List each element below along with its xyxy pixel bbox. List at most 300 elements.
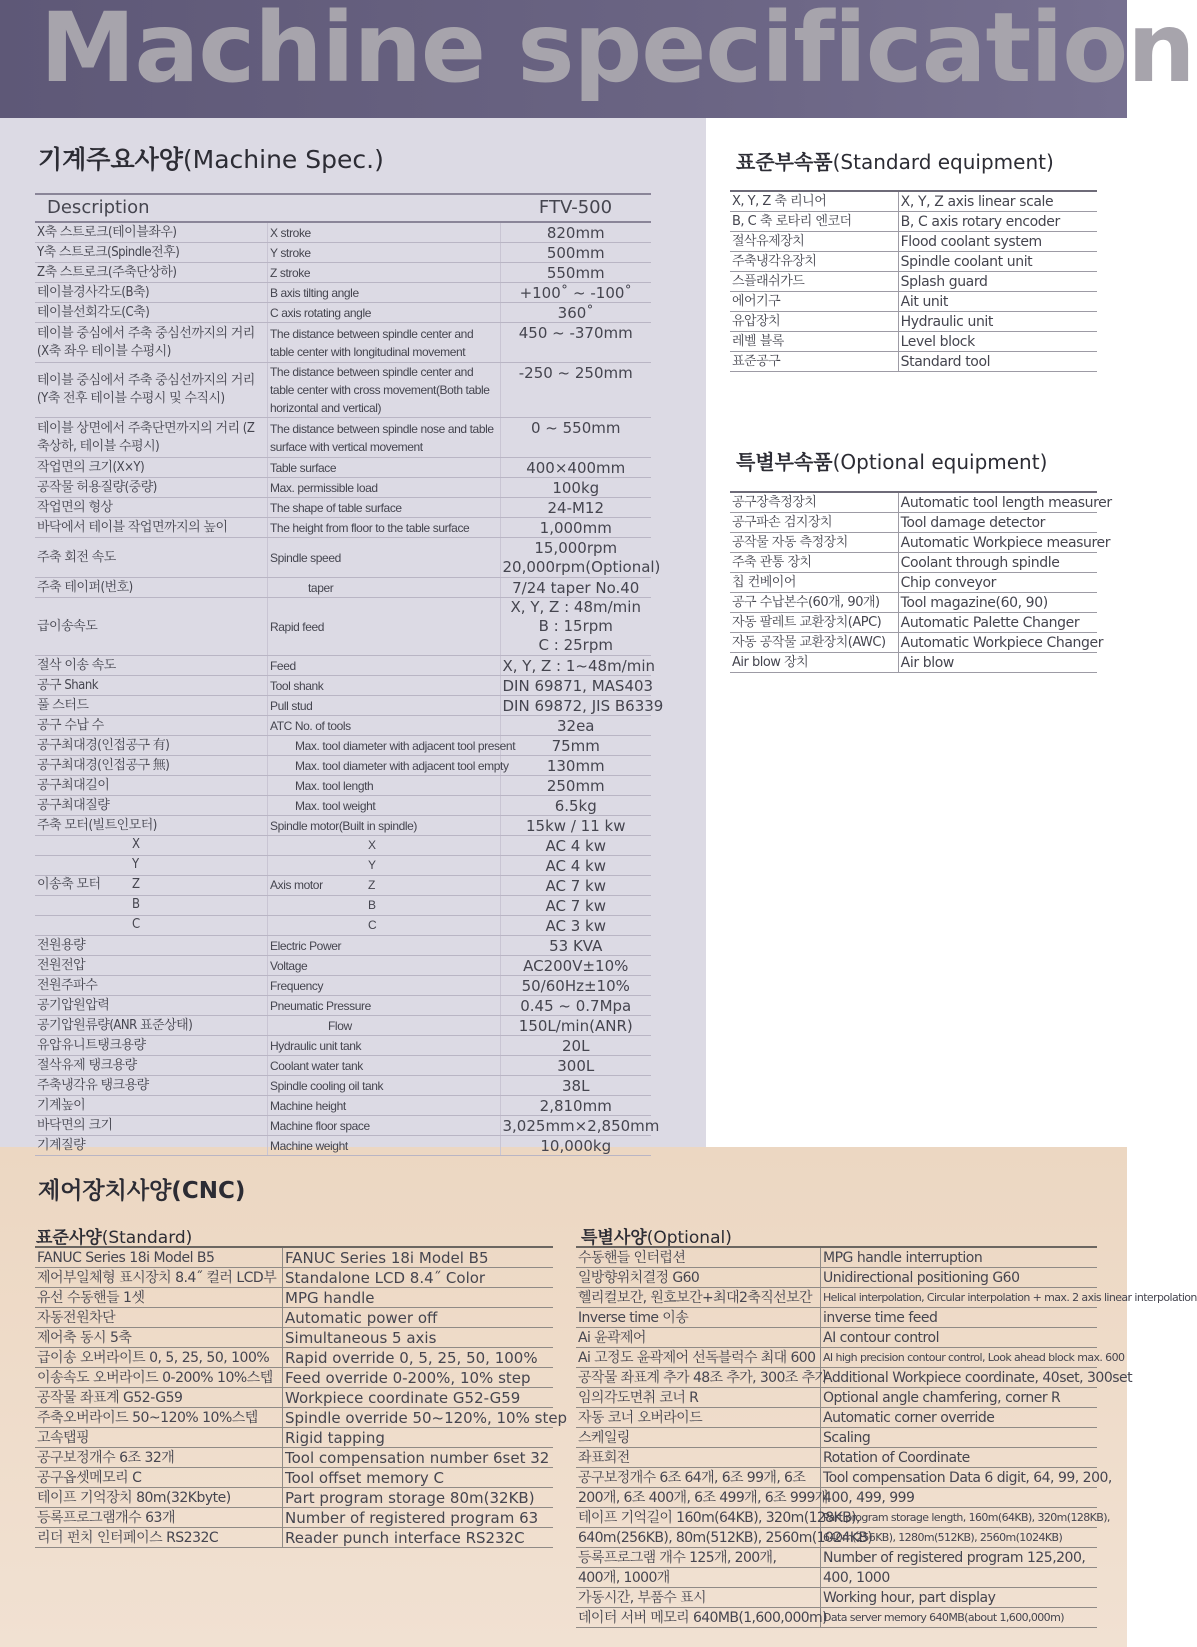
axis-letter: B — [132, 897, 140, 912]
spec-label-en: Flow — [268, 1016, 501, 1036]
model-header: FTV-500 — [500, 194, 651, 222]
spec-label-ko: 테이블 중심에서 주축 중심선까지의 거리 (Y축 전후 테이블 수평시 및 수직시) — [35, 363, 268, 418]
spec-value: 250mm — [500, 776, 651, 796]
cnc-optional-row — [576, 1268, 1097, 1288]
axis-letter: Y — [132, 857, 139, 872]
equipment-label-en: Air blow — [898, 653, 1097, 673]
cnc-label-en: Rigid tapping — [283, 1428, 554, 1448]
spec-label-ko: 전원전압 — [35, 956, 268, 976]
axis-motor-label-ko — [35, 876, 268, 896]
spec-label-ko: 주축 테이퍼(번호) — [35, 578, 268, 598]
spec-value: 0 ~ 550mm — [500, 418, 651, 458]
cnc-optional-title: 특별사양(Optional) — [581, 1228, 732, 1248]
spec-value: 400×400mm — [500, 458, 651, 478]
cnc-label-ko: 자동전원차단 — [35, 1308, 283, 1328]
cnc-title: 제어장치사양(CNC) — [38, 1178, 246, 1204]
equipment-label-en: Level block — [898, 332, 1097, 352]
axis-motor-label-en — [268, 896, 501, 916]
spec-row — [35, 1096, 651, 1116]
cnc-label-en: Working hour, part display — [821, 1588, 1098, 1608]
spec-value: 53 KVA — [500, 936, 651, 956]
cnc-label-ko: 리더 펀치 인터페이스 RS232C — [35, 1528, 283, 1548]
cnc-optional-row — [576, 1588, 1097, 1608]
cnc-label-en: Part program storage 80m(32KB) — [283, 1488, 554, 1508]
spec-row — [35, 1076, 651, 1096]
standard-equipment-row — [730, 212, 1097, 232]
equipment-label-ko: 스플래쉬가드 — [730, 272, 898, 292]
spec-label-ko: 전원용량 — [35, 936, 268, 956]
cnc-label-ko: 수동핸들 인터럽션 — [576, 1247, 821, 1268]
spec-label-en: Voltage — [268, 956, 501, 976]
spec-label-en: The distance between spindle center and table center with longitudinal movement — [268, 323, 501, 363]
spec-label-ko: 급이송속도 — [35, 598, 268, 656]
spec-label-en: Hydraulic unit tank — [268, 1036, 501, 1056]
axis-motor-label-ko — [35, 836, 268, 856]
spec-row — [35, 323, 651, 363]
spec-value: 550mm — [500, 263, 651, 283]
page-title: Machine specification — [40, 0, 1195, 104]
optional-equipment-row — [730, 633, 1097, 653]
standard-equipment-title: 표준부속품(Standard equipment) — [736, 150, 1054, 174]
spec-row — [35, 598, 651, 656]
cnc-label-ko: 테이프 기억장치 80m(32Kbyte) — [35, 1488, 283, 1508]
spec-value: 2,810mm — [500, 1096, 651, 1116]
cnc-label-en: Simultaneous 5 axis — [283, 1328, 554, 1348]
optional-equipment-row — [730, 593, 1097, 613]
standard-equipment-row — [730, 352, 1097, 372]
equipment-label-en: B, C axis rotary encoder — [898, 212, 1097, 232]
cnc-label-ko: 고속탭핑 — [35, 1428, 283, 1448]
spec-value: 100kg — [500, 478, 651, 498]
spec-value: DIN 69871, MAS403 — [500, 676, 651, 696]
cnc-standard-row — [35, 1388, 553, 1408]
spec-row — [35, 418, 651, 458]
axis-motor-label-ko — [35, 916, 268, 936]
spec-label-ko: 공기압원압력 — [35, 996, 268, 1016]
cnc-standard-row — [35, 1328, 553, 1348]
spec-value: 300L — [500, 1056, 651, 1076]
spec-row — [35, 736, 651, 756]
cnc-standard-title: 표준사양(Standard) — [36, 1228, 193, 1248]
spec-row — [35, 478, 651, 498]
cnc-standard-row — [35, 1247, 553, 1268]
cnc-label-en: 400, 1000 — [821, 1568, 1098, 1588]
spec-label-en: The height from floor to the table surface — [268, 518, 501, 538]
cnc-optional-row — [576, 1548, 1097, 1568]
axis-motor-label-en — [268, 916, 501, 936]
cnc-standard-row — [35, 1268, 553, 1288]
cnc-optional-row — [576, 1508, 1097, 1528]
optional-equipment-table — [730, 491, 1112, 673]
spec-label-ko: 공기압원류량(ANR 표준상태) — [35, 1016, 268, 1036]
cnc-label-en: MPG handle — [283, 1288, 554, 1308]
axis-motor-label-en — [268, 856, 501, 876]
equipment-label-en: Splash guard — [898, 272, 1097, 292]
spec-label-ko: 바닥에서 테이블 작업면까지의 높이 — [35, 518, 268, 538]
cnc-label-ko: 자동 코너 오버라이드 — [576, 1408, 821, 1428]
spec-label-en: Z stroke — [268, 263, 501, 283]
cnc-standard-row — [35, 1508, 553, 1528]
spec-label-ko: 공구최대질량 — [35, 796, 268, 816]
spec-row — [35, 498, 651, 518]
equipment-label-ko: 공구장측정장치 — [730, 492, 898, 513]
standard-equipment-row — [730, 191, 1097, 212]
cnc-label-ko: 급이송 오버라이트 0, 5, 25, 50, 100% — [35, 1348, 283, 1368]
spec-label-en: Max. tool diameter with adjacent tool present — [268, 736, 501, 756]
spec-label-ko: 풀 스터드 — [35, 696, 268, 716]
cnc-standard-row — [35, 1488, 553, 1508]
cnc-standard-row — [35, 1368, 553, 1388]
standard-equipment-row — [730, 312, 1097, 332]
spec-label-en: Max. tool diameter with adjacent tool empty — [268, 756, 501, 776]
optional-equipment-row — [730, 533, 1097, 553]
cnc-standard-table — [35, 1246, 568, 1548]
spec-label-en: Coolant water tank — [268, 1056, 501, 1076]
cnc-optional-row — [576, 1328, 1097, 1348]
cnc-label-ko: 일방향위치결정 G60 — [576, 1268, 821, 1288]
spec-row — [35, 816, 651, 836]
spec-row — [35, 716, 651, 736]
spec-label-ko: 전원주파수 — [35, 976, 268, 996]
cnc-label-en: Tool offset memory C — [283, 1468, 554, 1488]
cnc-label-en: Feed override 0-200%, 10% step — [283, 1368, 554, 1388]
optional-equipment-title: 특별부속품(Optional equipment) — [736, 450, 1048, 474]
spec-row — [35, 1056, 651, 1076]
spec-label-en: The distance between spindle center and table center with cross movement(Both table horizontal and vertical) — [268, 363, 501, 418]
equipment-label-ko: Air blow 장치 — [730, 653, 898, 673]
spec-label-en: B axis tilting angle — [268, 283, 501, 303]
cnc-label-ko: 테이프 기억길이 160m(64KB), 320m(128KB), — [578, 1509, 860, 1526]
cnc-standard-row — [35, 1468, 553, 1488]
axis-letter: Z — [368, 878, 375, 892]
cnc-label-en: Rotation of Coordinate — [821, 1448, 1098, 1468]
cnc-label-en: Additional Workpiece coordinate, 40set, 300set — [821, 1368, 1098, 1388]
spec-value: AC 3 kw — [500, 916, 651, 936]
spec-label-ko: 공구최대길이 — [35, 776, 268, 796]
optional-equipment-row — [730, 653, 1097, 673]
spec-value: 150L/min(ANR) — [500, 1016, 651, 1036]
spec-label-en: Spindle motor(Built in spindle) — [268, 816, 501, 836]
cnc-label-ko: 유선 수동핸들 1셋 — [35, 1288, 283, 1308]
spec-row — [35, 756, 651, 776]
equipment-label-ko: 주축 관통 장치 — [730, 553, 898, 573]
cnc-label-en: FANUC Series 18i Model B5 — [283, 1247, 554, 1268]
spec-label-ko: Z축 스트로크(주축단상하) — [35, 263, 268, 283]
spec-value: 500mm — [500, 243, 651, 263]
spec-value: 38L — [500, 1076, 651, 1096]
spec-value: X, Y, Z : 1~48m/min — [500, 656, 651, 676]
axis-letter: X — [368, 838, 376, 852]
equipment-label-en: Automatic Palette Changer — [898, 613, 1097, 633]
cnc-optional-row — [576, 1348, 1097, 1368]
cnc-label-en: Rapid override 0, 5, 25, 50, 100% — [283, 1348, 554, 1368]
spec-row — [35, 1136, 651, 1156]
cnc-label-ko: 등록프로그램 개수 125개, 200개, — [576, 1548, 821, 1568]
spec-label-en: ATC No. of tools — [268, 716, 501, 736]
cnc-optional-row — [576, 1468, 1097, 1488]
standard-equipment-row — [730, 252, 1097, 272]
spec-value: 75mm — [500, 736, 651, 756]
spec-label-en: Y stroke — [268, 243, 501, 263]
rapid-feed-value: X, Y, Z : 48m/min — [510, 598, 641, 616]
spec-value: 3,025mm×2,850mm — [500, 1116, 651, 1136]
spec-row — [35, 656, 651, 676]
spec-row — [35, 916, 651, 936]
cnc-label-en: AI high precision contour control, Look ahead block max. 600 — [821, 1348, 1098, 1368]
cnc-optional-row — [576, 1608, 1097, 1628]
spec-value: AC 7 kw — [500, 896, 651, 916]
spec-row — [35, 578, 651, 598]
cnc-label-ko: 제어축 동시 5축 — [35, 1328, 283, 1348]
spec-row — [35, 876, 651, 896]
axis-letter: B — [368, 898, 376, 912]
cnc-label-ko: 공구옵셋메모리 C — [35, 1468, 283, 1488]
spec-value: 1,000mm — [500, 518, 651, 538]
axis-motor-label-en — [268, 876, 501, 896]
axis-motor-label-ko — [35, 896, 268, 916]
cnc-label-ko: 좌표회전 — [576, 1448, 821, 1468]
cnc-label-ko: 공구보정개수 6조 64개, 6조 99개, 6조 — [576, 1468, 821, 1488]
spec-label-en: Pull stud — [268, 696, 501, 716]
cnc-label-ko: 640m(256KB), 80m(512KB), 2560m(1024KB) — [578, 1529, 873, 1546]
spec-label-en: Spindle speed — [268, 538, 501, 578]
spec-label-en: Machine height — [268, 1096, 501, 1116]
cnc-label-ko: 가동시간, 부품수 표시 — [576, 1588, 821, 1608]
cnc-label-ko: 200개, 6조 400개, 6조 499개, 6조 999개 — [578, 1489, 828, 1506]
spec-label-ko: 테이블선회각도(C축) — [35, 303, 268, 323]
equipment-label-ko: 에어기구 — [730, 292, 898, 312]
rapid-feed-value: B : 15rpm — [538, 617, 613, 635]
axis-letter: X — [132, 837, 140, 852]
spec-label-ko: 공구최대경(인접공구 無) — [35, 756, 268, 776]
equipment-label-ko: B, C 축 로타리 엔코더 — [730, 212, 898, 232]
axis-motor-label-ko — [35, 856, 268, 876]
spec-label-en: Frequency — [268, 976, 501, 996]
spec-label-en: C axis rotating angle — [268, 303, 501, 323]
standard-equipment-row — [730, 292, 1097, 312]
cnc-label-en: Optional angle chamfering, corner R — [821, 1388, 1098, 1408]
cnc-label-ko: 헬리컬보간, 원호보간+최대2축직선보간 — [576, 1288, 821, 1308]
spec-value: 360˚ — [500, 303, 651, 323]
axis-letter: C — [132, 917, 140, 932]
spec-row — [35, 856, 651, 876]
spec-value: AC 4 kw — [500, 836, 651, 856]
cnc-standard-row — [35, 1288, 553, 1308]
axis-motor-title-ko: 이송축 모터 — [37, 877, 101, 892]
spec-row — [35, 956, 651, 976]
equipment-label-ko: 칩 컨베이어 — [730, 573, 898, 593]
cnc-label-en: Number of registered program 63 — [283, 1508, 554, 1528]
spec-row — [35, 696, 651, 716]
cnc-optional-row — [576, 1288, 1097, 1308]
spec-row — [35, 458, 651, 478]
cnc-label-en: Workpiece coordinate G52-G59 — [283, 1388, 554, 1408]
equipment-label-ko: 표준공구 — [730, 352, 898, 372]
spec-row — [35, 363, 651, 418]
axis-letter: Z — [132, 877, 140, 892]
cnc-label-en: Standalone LCD 8.4˝ Color — [283, 1268, 554, 1288]
equipment-label-en: Standard tool — [898, 352, 1097, 372]
standard-equipment-row — [730, 332, 1097, 352]
spec-value: 10,000kg — [500, 1136, 651, 1156]
spec-value: AC 7 kw — [500, 876, 651, 896]
spec-value — [500, 538, 661, 578]
equipment-label-ko: X, Y, Z 축 리니어 — [730, 191, 898, 212]
cnc-label-en: Helical interpolation, Circular interpolation + max. 2 axis linear interpolation — [821, 1288, 1098, 1308]
spec-label-en: Max. permissible load — [268, 478, 501, 498]
cnc-label-en: Scaling — [821, 1428, 1098, 1448]
spec-label-ko: 테이블 중심에서 주축 중심선까지의 거리(X축 좌우 테이블 수평시) — [35, 323, 268, 363]
cnc-optional-row — [576, 1368, 1097, 1388]
spec-value: 130mm — [500, 756, 651, 776]
spec-label-ko: 작업면의 크기(X×Y) — [35, 458, 268, 478]
spec-label-ko: 작업면의 형상 — [35, 498, 268, 518]
axis-motor-title-en: Axis motor — [270, 878, 323, 892]
spec-label-en: Max. tool weight — [268, 796, 501, 816]
cnc-standard-row — [35, 1348, 553, 1368]
spec-row — [35, 222, 651, 243]
spec-row — [35, 263, 651, 283]
cnc-label-en: Automatic corner override — [821, 1408, 1098, 1428]
spec-value: 6.5kg — [500, 796, 651, 816]
cnc-label-ko: 공구보정개수 6조 32개 — [35, 1448, 283, 1468]
spec-row — [35, 776, 651, 796]
equipment-label-en: Flood coolant system — [898, 232, 1097, 252]
cnc-label-ko: Inverse time 이송 — [576, 1308, 821, 1328]
spec-row — [35, 896, 651, 916]
equipment-label-en: Coolant through spindle — [898, 553, 1097, 573]
cnc-label-ko: 스케일링 — [576, 1428, 821, 1448]
standard-equipment-row — [730, 232, 1097, 252]
cnc-optional-row — [576, 1388, 1097, 1408]
spec-label-en: The shape of table surface — [268, 498, 501, 518]
title-banner — [0, 0, 1195, 118]
spec-value: 50/60Hz±10% — [500, 976, 651, 996]
spec-value: 20L — [500, 1036, 651, 1056]
cnc-label-en: Number of registered program 125,200, — [821, 1548, 1098, 1568]
spec-value: 15kw / 11 kw — [500, 816, 651, 836]
spec-label-ko: 절삭 이송 속도 — [35, 656, 268, 676]
cnc-optional-row — [576, 1428, 1097, 1448]
standard-equipment-row — [730, 272, 1097, 292]
cnc-standard-row — [35, 1528, 553, 1548]
optional-equipment-row — [730, 613, 1097, 633]
spec-label-ko: 유압유니트탱크용량 — [35, 1036, 268, 1056]
spec-label-en: Electric Power — [268, 936, 501, 956]
cnc-standard-row — [35, 1428, 553, 1448]
cnc-label-ko: 공작물 좌표계 G52-G59 — [35, 1388, 283, 1408]
spec-value: -250 ~ 250mm — [500, 363, 651, 418]
equipment-label-ko: 자동 팔레트 교환장치(APC) — [730, 613, 898, 633]
equipment-label-ko: 공구 수납본수(60개, 90개) — [730, 593, 898, 613]
equipment-label-ko: 레벨 블록 — [730, 332, 898, 352]
spec-value: 0.45 ~ 0.7Mpa — [500, 996, 651, 1016]
spec-label-ko: 기계높이 — [35, 1096, 268, 1116]
spec-label-ko: 테이블 상면에서 주축단면까지의 거리 (Z축상하, 테이블 수평시) — [35, 418, 268, 458]
cnc-optional-row — [576, 1528, 1097, 1548]
spec-label-ko: 공구 Shank — [35, 676, 268, 696]
optional-equipment-row — [730, 553, 1097, 573]
spec-label-en: Feed — [268, 656, 501, 676]
equipment-label-ko: 절삭유제장치 — [730, 232, 898, 252]
equipment-label-ko: 공작물 자동 측정장치 — [730, 533, 898, 553]
cnc-label-en: Unidirectional positioning G60 — [821, 1268, 1098, 1288]
equipment-label-en: X, Y, Z axis linear scale — [898, 191, 1097, 212]
spec-row — [35, 676, 651, 696]
axis-letter: Y — [368, 858, 376, 872]
spindle-speed-value: 15,000rpm — [534, 539, 618, 557]
cnc-optional-row — [576, 1308, 1097, 1328]
cnc-label-ko: FANUC Series 18i Model B5 — [35, 1247, 283, 1268]
spec-header-row — [35, 194, 651, 222]
spec-label-ko: 공구 수납 수 — [35, 716, 268, 736]
equipment-label-ko: 자동 공작물 교환장치(AWC) — [730, 633, 898, 653]
spec-row — [35, 1036, 651, 1056]
spec-row — [35, 836, 651, 856]
cnc-standard-row — [35, 1408, 553, 1428]
spindle-speed-value: 20,000rpm(Optional) — [502, 558, 661, 576]
optional-equipment-row — [730, 492, 1097, 513]
spec-label-en: Spindle cooling oil tank — [268, 1076, 501, 1096]
spec-row — [35, 936, 651, 956]
cnc-label-en: MPG handle interruption — [821, 1247, 1098, 1268]
cnc-label-en: Spindle override 50~120%, 10% step — [283, 1408, 554, 1428]
optional-equipment-row — [730, 573, 1097, 593]
standard-equipment-table — [730, 190, 1097, 372]
spec-value: 820mm — [500, 222, 651, 243]
spec-label-en: taper — [268, 578, 501, 598]
cnc-label-en: Automatic power off — [283, 1308, 554, 1328]
cnc-label-ko: 공작물 좌표계 추가 48조 추가, 300조 추가 — [578, 1369, 828, 1386]
spec-label-en: Machine weight — [268, 1136, 501, 1156]
spec-label-en: X stroke — [268, 222, 501, 243]
cnc-optional-row — [576, 1488, 1097, 1508]
spec-row — [35, 996, 651, 1016]
spec-row — [35, 518, 651, 538]
equipment-label-ko: 주축냉각유장치 — [730, 252, 898, 272]
spec-label-ko: Y축 스트로크(Spindle전후) — [35, 243, 268, 263]
equipment-label-en: Automatic tool length measurer — [898, 492, 1097, 513]
cnc-label-en: 400, 499, 999 — [821, 1488, 1098, 1508]
spec-value: 32ea — [500, 716, 651, 736]
spec-label-ko: 바닥면의 크기 — [35, 1116, 268, 1136]
spec-row — [35, 303, 651, 323]
spec-row — [35, 243, 651, 263]
axis-letter: C — [368, 918, 377, 932]
equipment-label-en: Chip conveyor — [898, 573, 1097, 593]
cnc-label-en: 640m(256KB), 1280m(512KB), 2560m(1024KB) — [821, 1528, 1098, 1548]
equipment-label-en: Tool magazine(60, 90) — [898, 593, 1097, 613]
spec-value: AC200V±10% — [500, 956, 651, 976]
cnc-label-ko: 400개, 1000개 — [576, 1568, 821, 1588]
optional-equipment-row — [730, 513, 1097, 533]
spec-label-en: Table surface — [268, 458, 501, 478]
axis-motor-label-en — [268, 836, 501, 856]
spec-row — [35, 283, 651, 303]
equipment-label-en: Automatic Workpiece measurer — [898, 533, 1097, 553]
spec-label-en: Max. tool length — [268, 776, 501, 796]
cnc-label-en: AI contour control — [821, 1328, 1098, 1348]
spec-row — [35, 796, 651, 816]
cnc-label-ko: Ai 고정도 윤곽제어 선독블럭수 최대 600 — [576, 1348, 821, 1368]
spec-label-en: Pneumatic Pressure — [268, 996, 501, 1016]
cnc-label-ko: 등록프로그램개수 63개 — [35, 1508, 283, 1528]
spec-row — [35, 1116, 651, 1136]
spec-value: AC 4 kw — [500, 856, 651, 876]
spec-label-en: Tool shank — [268, 676, 501, 696]
cnc-optional-table — [576, 1246, 1197, 1628]
cnc-optional-row — [576, 1247, 1097, 1268]
